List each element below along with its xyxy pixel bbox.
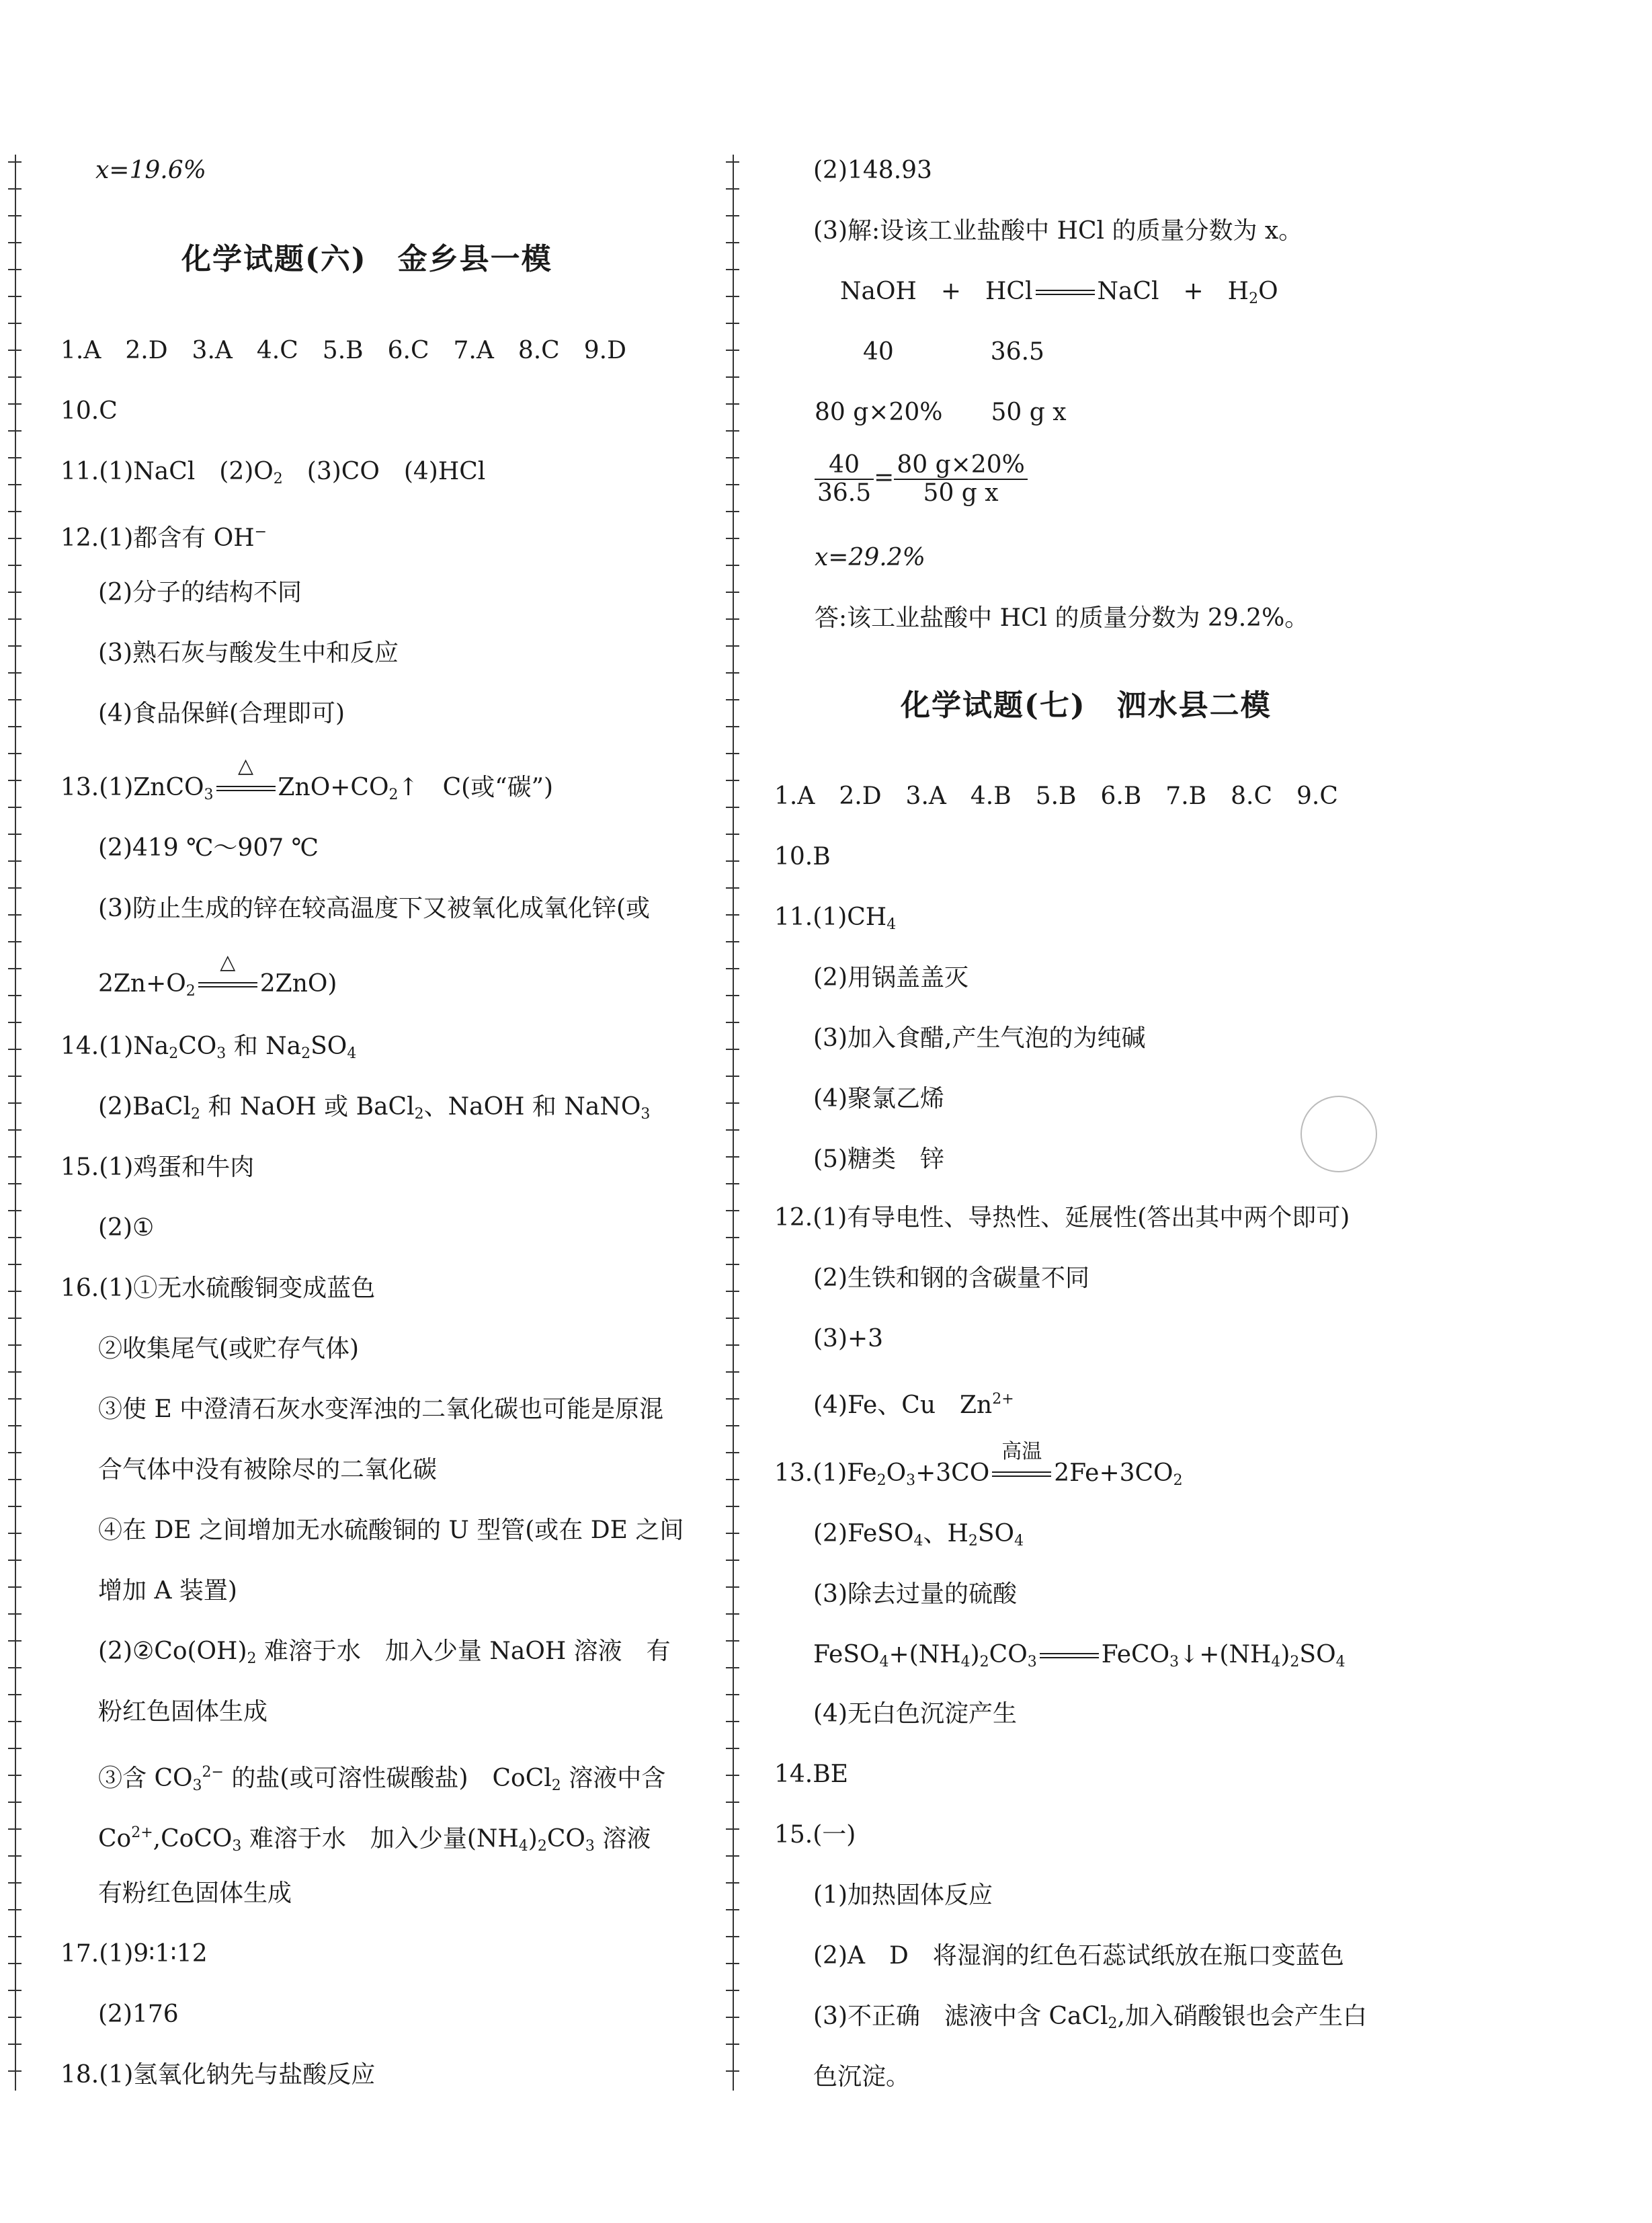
binding-tick xyxy=(8,1721,22,1722)
binding-tick xyxy=(726,1990,739,1991)
binding-tick xyxy=(726,941,739,942)
binding-tick xyxy=(726,995,739,996)
section-heading-7: 化学试题(七) 泗水县二模 xyxy=(901,688,1272,723)
answer-line: 40 36.5 xyxy=(863,338,1044,366)
binding-tick xyxy=(726,592,739,593)
answer-line: 合气体中没有被除尽的二氧化碳 xyxy=(98,1456,438,1484)
binding-tick xyxy=(8,1076,22,1077)
binding-tick xyxy=(726,1344,739,1346)
binding-tick xyxy=(8,538,22,539)
binding-tick xyxy=(726,1963,739,1964)
binding-tick xyxy=(8,215,22,216)
answer-line: 80 g×20% 50 g x xyxy=(815,399,1067,426)
answer-line: ③使 E 中澄清石灰水变浑浊的二氧化碳也可能是原混 xyxy=(98,1396,664,1423)
binding-tick xyxy=(726,753,739,754)
binding-tick xyxy=(726,1748,739,1749)
answer-line: 11.(1)NaCl $(2)O_2$ (3)CO (4)HCl xyxy=(60,458,486,487)
binding-tick xyxy=(726,1560,739,1561)
answer-line: (2)176 xyxy=(98,2000,179,2028)
binding-tick xyxy=(8,2044,22,2045)
binding-tick xyxy=(8,242,22,243)
binding-tick xyxy=(8,1586,22,1588)
answer-line: (4)Fe、Cu $Zn^{2+}$ xyxy=(813,1391,1014,1419)
answer-line: (2)生铁和钢的含碳量不同 xyxy=(813,1264,1089,1292)
binding-tick xyxy=(726,1802,739,1803)
binding-tick xyxy=(8,1022,22,1023)
binding-tick xyxy=(726,2017,739,2018)
binding-tick xyxy=(726,1022,739,1023)
binding-tick xyxy=(8,350,22,351)
equation-line: $FeSO_4+(NH_4)_2CO_3$ $FeCO_3↓+(NH_4)_2SO_4$ xyxy=(813,1641,1346,1670)
binding-tick xyxy=(726,484,739,485)
binding-tick xyxy=(8,1102,22,1104)
fraction-left: $\frac{40}{36.5}$ xyxy=(815,452,874,507)
binding-tick xyxy=(8,1425,22,1426)
binding-tick xyxy=(8,1506,22,1507)
center-binding-rule xyxy=(733,155,734,2091)
answer-line: (2)A D 将湿润的红色石蕊试纸放在瓶口变蓝色 xyxy=(813,1942,1344,1970)
answer-line: (3)熟石灰与酸发生中和反应 xyxy=(98,639,399,667)
binding-tick xyxy=(8,1237,22,1238)
answer-line: (4)食品保鲜(合理即可) xyxy=(98,700,345,727)
binding-tick xyxy=(726,1640,739,1642)
binding-tick xyxy=(8,1882,22,1884)
answer-line: 粉红色固体生成 xyxy=(98,1698,268,1726)
binding-tick xyxy=(8,1210,22,1211)
answer-line: 1.A 2.D 3.A 4.B 5.B 6.B 7.B 8.C 9.C xyxy=(774,782,1338,810)
binding-tick xyxy=(8,376,22,378)
binding-tick xyxy=(726,1479,739,1480)
binding-tick xyxy=(726,1533,739,1534)
answer-line: (3)除去过量的硫酸 xyxy=(813,1580,1017,1608)
binding-tick xyxy=(726,1210,739,1211)
reaction-arrow: △ xyxy=(196,979,260,992)
binding-tick xyxy=(8,323,22,324)
answer-line: (3)防止生成的锌在较高温度下又被氧化成氧化锌(或 xyxy=(98,895,651,922)
binding-tick xyxy=(726,914,739,916)
answer-line: (2)① xyxy=(98,1214,155,1242)
equation-line: NaOH + HCl NaCl + $H_2O$ xyxy=(840,278,1278,307)
answer-line: (3)不正确 滤液中含 CaCl$_2$,加入硝酸银也会产生白 xyxy=(813,2003,1367,2032)
binding-tick xyxy=(8,1129,22,1131)
answer-line: x=29.2% xyxy=(815,544,925,571)
binding-tick xyxy=(726,511,739,512)
binding-tick xyxy=(8,1613,22,1615)
answer-line: 18.(1)氢氧化钠先与盐酸反应 xyxy=(60,2061,376,2089)
binding-tick xyxy=(8,565,22,566)
answer-line: 10.B xyxy=(774,843,831,871)
binding-tick xyxy=(8,1049,22,1050)
binding-tick xyxy=(726,1667,739,1668)
binding-tick xyxy=(726,1882,739,1884)
binding-tick xyxy=(8,1694,22,1695)
binding-tick xyxy=(8,914,22,916)
binding-tick xyxy=(726,645,739,647)
answer-line: 15.(一) xyxy=(774,1821,856,1849)
binding-tick xyxy=(726,780,739,781)
binding-tick xyxy=(726,1775,739,1776)
answer-line: (4)无白色沉淀产生 xyxy=(813,1700,1017,1728)
binding-tick xyxy=(726,1828,739,1830)
binding-tick xyxy=(726,1613,739,1615)
binding-tick xyxy=(726,1398,739,1400)
binding-tick xyxy=(8,1748,22,1749)
binding-tick xyxy=(8,1775,22,1776)
binding-tick xyxy=(726,1291,739,1292)
binding-tick xyxy=(726,834,739,835)
binding-tick xyxy=(726,1049,739,1050)
binding-tick xyxy=(726,1721,739,1722)
binding-tick xyxy=(726,2044,739,2045)
answer-line: 1.A 2.D 3.A 4.C 5.B 6.C 7.A 8.C 9.D xyxy=(60,337,626,364)
binding-tick xyxy=(726,2070,739,2072)
binding-tick xyxy=(726,887,739,889)
answer-line: 有粉红色固体生成 xyxy=(98,1880,292,1907)
answer-line: 14.BE xyxy=(774,1761,848,1788)
binding-tick xyxy=(8,1828,22,1830)
answer-line: 增加 A 装置) xyxy=(98,1577,237,1605)
answer-line: (2)419 ℃～907 ℃ xyxy=(98,834,319,862)
binding-tick xyxy=(726,1452,739,1453)
binding-tick xyxy=(726,1425,739,1426)
binding-tick xyxy=(8,403,22,405)
binding-tick xyxy=(726,188,739,190)
binding-tick xyxy=(726,1076,739,1077)
binding-tick xyxy=(726,1237,739,1238)
binding-tick xyxy=(8,645,22,647)
binding-tick xyxy=(726,1371,739,1373)
binding-tick xyxy=(8,1318,22,1319)
binding-tick xyxy=(8,1264,22,1265)
answer-line: (3)+3 xyxy=(813,1325,884,1352)
binding-tick xyxy=(726,1506,739,1507)
binding-tick xyxy=(726,1156,739,1158)
binding-tick xyxy=(8,1855,22,1857)
binding-tick xyxy=(726,215,739,216)
binding-tick xyxy=(726,296,739,297)
answer-line: $Co^{2+},CoCO_3$ 难溶于水 加入少量$(NH_4)_2CO_3$ 溶液 xyxy=(98,1824,651,1855)
answer-line: (2)分子的结构不同 xyxy=(98,579,302,606)
equation-line: 13.(1)ZnCO$_3$ △ $ZnO+CO_2↑$ C(或“碳”) xyxy=(60,754,554,803)
binding-tick xyxy=(726,430,739,432)
binding-tick xyxy=(8,1936,22,1937)
answer-line: x=19.6% xyxy=(95,157,206,184)
answer-line: (2)148.93 xyxy=(813,157,932,184)
reaction-arrow xyxy=(1033,286,1098,300)
binding-tick xyxy=(726,1318,739,1319)
binding-tick xyxy=(8,1291,22,1292)
answer-line: 16.(1)①无水硫酸铜变成蓝色 xyxy=(60,1275,376,1302)
binding-tick xyxy=(726,161,739,163)
binding-tick xyxy=(726,1586,739,1588)
binding-tick xyxy=(8,968,22,969)
binding-tick xyxy=(8,834,22,835)
answer-line: (5)糖类 锌 xyxy=(813,1145,944,1173)
binding-tick xyxy=(726,376,739,378)
binding-tick xyxy=(8,1533,22,1534)
answer-line: (2)用锅盖盖灭 xyxy=(813,964,968,992)
binding-tick xyxy=(726,538,739,539)
answer-line: 答:该工业盐酸中 HCl 的质量分数为 29.2%。 xyxy=(815,604,1309,632)
binding-tick xyxy=(8,296,22,297)
answer-line: $14.(1)Na_2CO_3$ 和 $Na_2SO_4$ xyxy=(60,1033,357,1062)
binding-tick xyxy=(8,780,22,781)
section-heading-6: 化学试题(六) 金乡县一模 xyxy=(181,242,552,276)
binding-tick xyxy=(8,430,22,432)
binding-tick xyxy=(726,565,739,566)
binding-tick xyxy=(8,995,22,996)
binding-tick xyxy=(726,618,739,620)
answer-line: (2)BaCl$_2$ 和 NaOH 或 BaCl$_2$、NaOH 和 NaNO$_3$ xyxy=(98,1093,651,1123)
binding-tick xyxy=(8,1452,22,1453)
answer-line: (1)加热固体反应 xyxy=(813,1882,993,1909)
reaction-arrow: 高温 xyxy=(989,1468,1054,1482)
binding-tick xyxy=(8,161,22,163)
binding-tick xyxy=(8,699,22,700)
binding-tick xyxy=(8,592,22,593)
binding-tick xyxy=(726,1909,739,1910)
binding-tick xyxy=(8,753,22,754)
answer-line: $11.(1)CH_4$ xyxy=(774,903,897,933)
binding-tick xyxy=(726,807,739,808)
binding-tick xyxy=(726,350,739,351)
answer-line: ③含 $CO_3^{2-}$ 的盐(或可溶性碳酸盐) CoCl$_2$ 溶液中含 xyxy=(98,1764,666,1794)
answer-line: ④在 DE 之间增加无水硫酸铜的 U 型管(或在 DE 之间 xyxy=(98,1517,684,1544)
answer-line: ②收集尾气(或贮存气体) xyxy=(98,1335,360,1363)
binding-tick xyxy=(726,672,739,674)
binding-tick xyxy=(8,860,22,862)
binding-tick xyxy=(726,323,739,324)
answer-line: $(2)②Co(OH)_2$ 难溶于水 加入少量 NaOH 溶液 有 xyxy=(98,1638,671,1667)
binding-tick xyxy=(8,1560,22,1561)
faint-stamp xyxy=(1300,1096,1377,1172)
binding-tick xyxy=(726,1129,739,1131)
binding-tick xyxy=(8,2070,22,2072)
binding-tick xyxy=(8,1640,22,1642)
binding-tick xyxy=(8,618,22,620)
answer-line: 色沉淀。 xyxy=(813,2063,911,2091)
binding-tick xyxy=(8,1667,22,1668)
fraction-right: $\frac{80 g\times 20\%}{\text{50 g x}}$ xyxy=(894,452,1027,507)
answer-line: 17.(1)9∶1∶12 xyxy=(60,1940,208,1968)
binding-tick xyxy=(726,1855,739,1857)
binding-tick xyxy=(726,1694,739,1695)
answer-line: 12.(1)都含有 OH− xyxy=(60,524,267,552)
answer-line: (2)FeSO$_4$、$H_2SO_4$ xyxy=(813,1520,1024,1549)
proportion-equation: $\frac{40}{36.5}$ = $\frac{80 g\times 20\%}{\text{50 g x}}$ xyxy=(815,452,1028,507)
binding-tick xyxy=(726,403,739,405)
binding-tick xyxy=(726,1264,739,1265)
left-binding-rule xyxy=(15,155,16,2091)
binding-tick xyxy=(726,242,739,243)
binding-tick xyxy=(8,511,22,512)
binding-tick xyxy=(8,1398,22,1400)
equation-line: $13.(1)Fe_2O_3+3CO$ 高温 $2Fe+3CO_2$ xyxy=(774,1440,1183,1489)
binding-tick xyxy=(8,269,22,270)
answer-line: 10.C xyxy=(60,397,118,425)
binding-tick xyxy=(726,699,739,700)
binding-tick xyxy=(8,941,22,942)
binding-tick xyxy=(8,1344,22,1346)
binding-tick xyxy=(8,1990,22,1991)
binding-tick xyxy=(8,1371,22,1373)
binding-tick xyxy=(8,672,22,674)
answer-line: (3)解:设该工业盐酸中 HCl 的质量分数为 x。 xyxy=(813,217,1303,245)
binding-tick xyxy=(726,1102,739,1104)
answer-line: (4)聚氯乙烯 xyxy=(813,1085,944,1113)
reaction-arrow: △ xyxy=(214,782,278,796)
binding-tick xyxy=(726,860,739,862)
binding-tick xyxy=(726,1183,739,1184)
binding-tick xyxy=(8,1909,22,1910)
equation-line: $2Zn+O_2$ △ 2ZnO) xyxy=(98,951,337,1000)
binding-tick xyxy=(726,1936,739,1937)
binding-tick xyxy=(726,968,739,969)
binding-tick xyxy=(8,1802,22,1803)
binding-tick xyxy=(8,1183,22,1184)
answer-line: 12.(1)有导电性、导热性、延展性(答出其中两个即可) xyxy=(774,1204,1350,1231)
binding-tick xyxy=(8,726,22,727)
binding-tick xyxy=(8,2017,22,2018)
binding-tick xyxy=(726,457,739,458)
binding-tick xyxy=(726,726,739,727)
binding-tick xyxy=(726,269,739,270)
answer-line: 15.(1)鸡蛋和牛肉 xyxy=(60,1154,255,1181)
binding-tick xyxy=(8,887,22,889)
binding-tick xyxy=(8,188,22,190)
binding-tick xyxy=(8,1156,22,1158)
binding-tick xyxy=(8,484,22,485)
binding-tick xyxy=(8,457,22,458)
binding-tick xyxy=(8,1963,22,1964)
binding-tick xyxy=(8,1479,22,1480)
binding-tick xyxy=(8,807,22,808)
answer-line: (3)加入食醋,产生气泡的为纯碱 xyxy=(813,1024,1146,1052)
reaction-arrow xyxy=(1037,1650,1102,1663)
